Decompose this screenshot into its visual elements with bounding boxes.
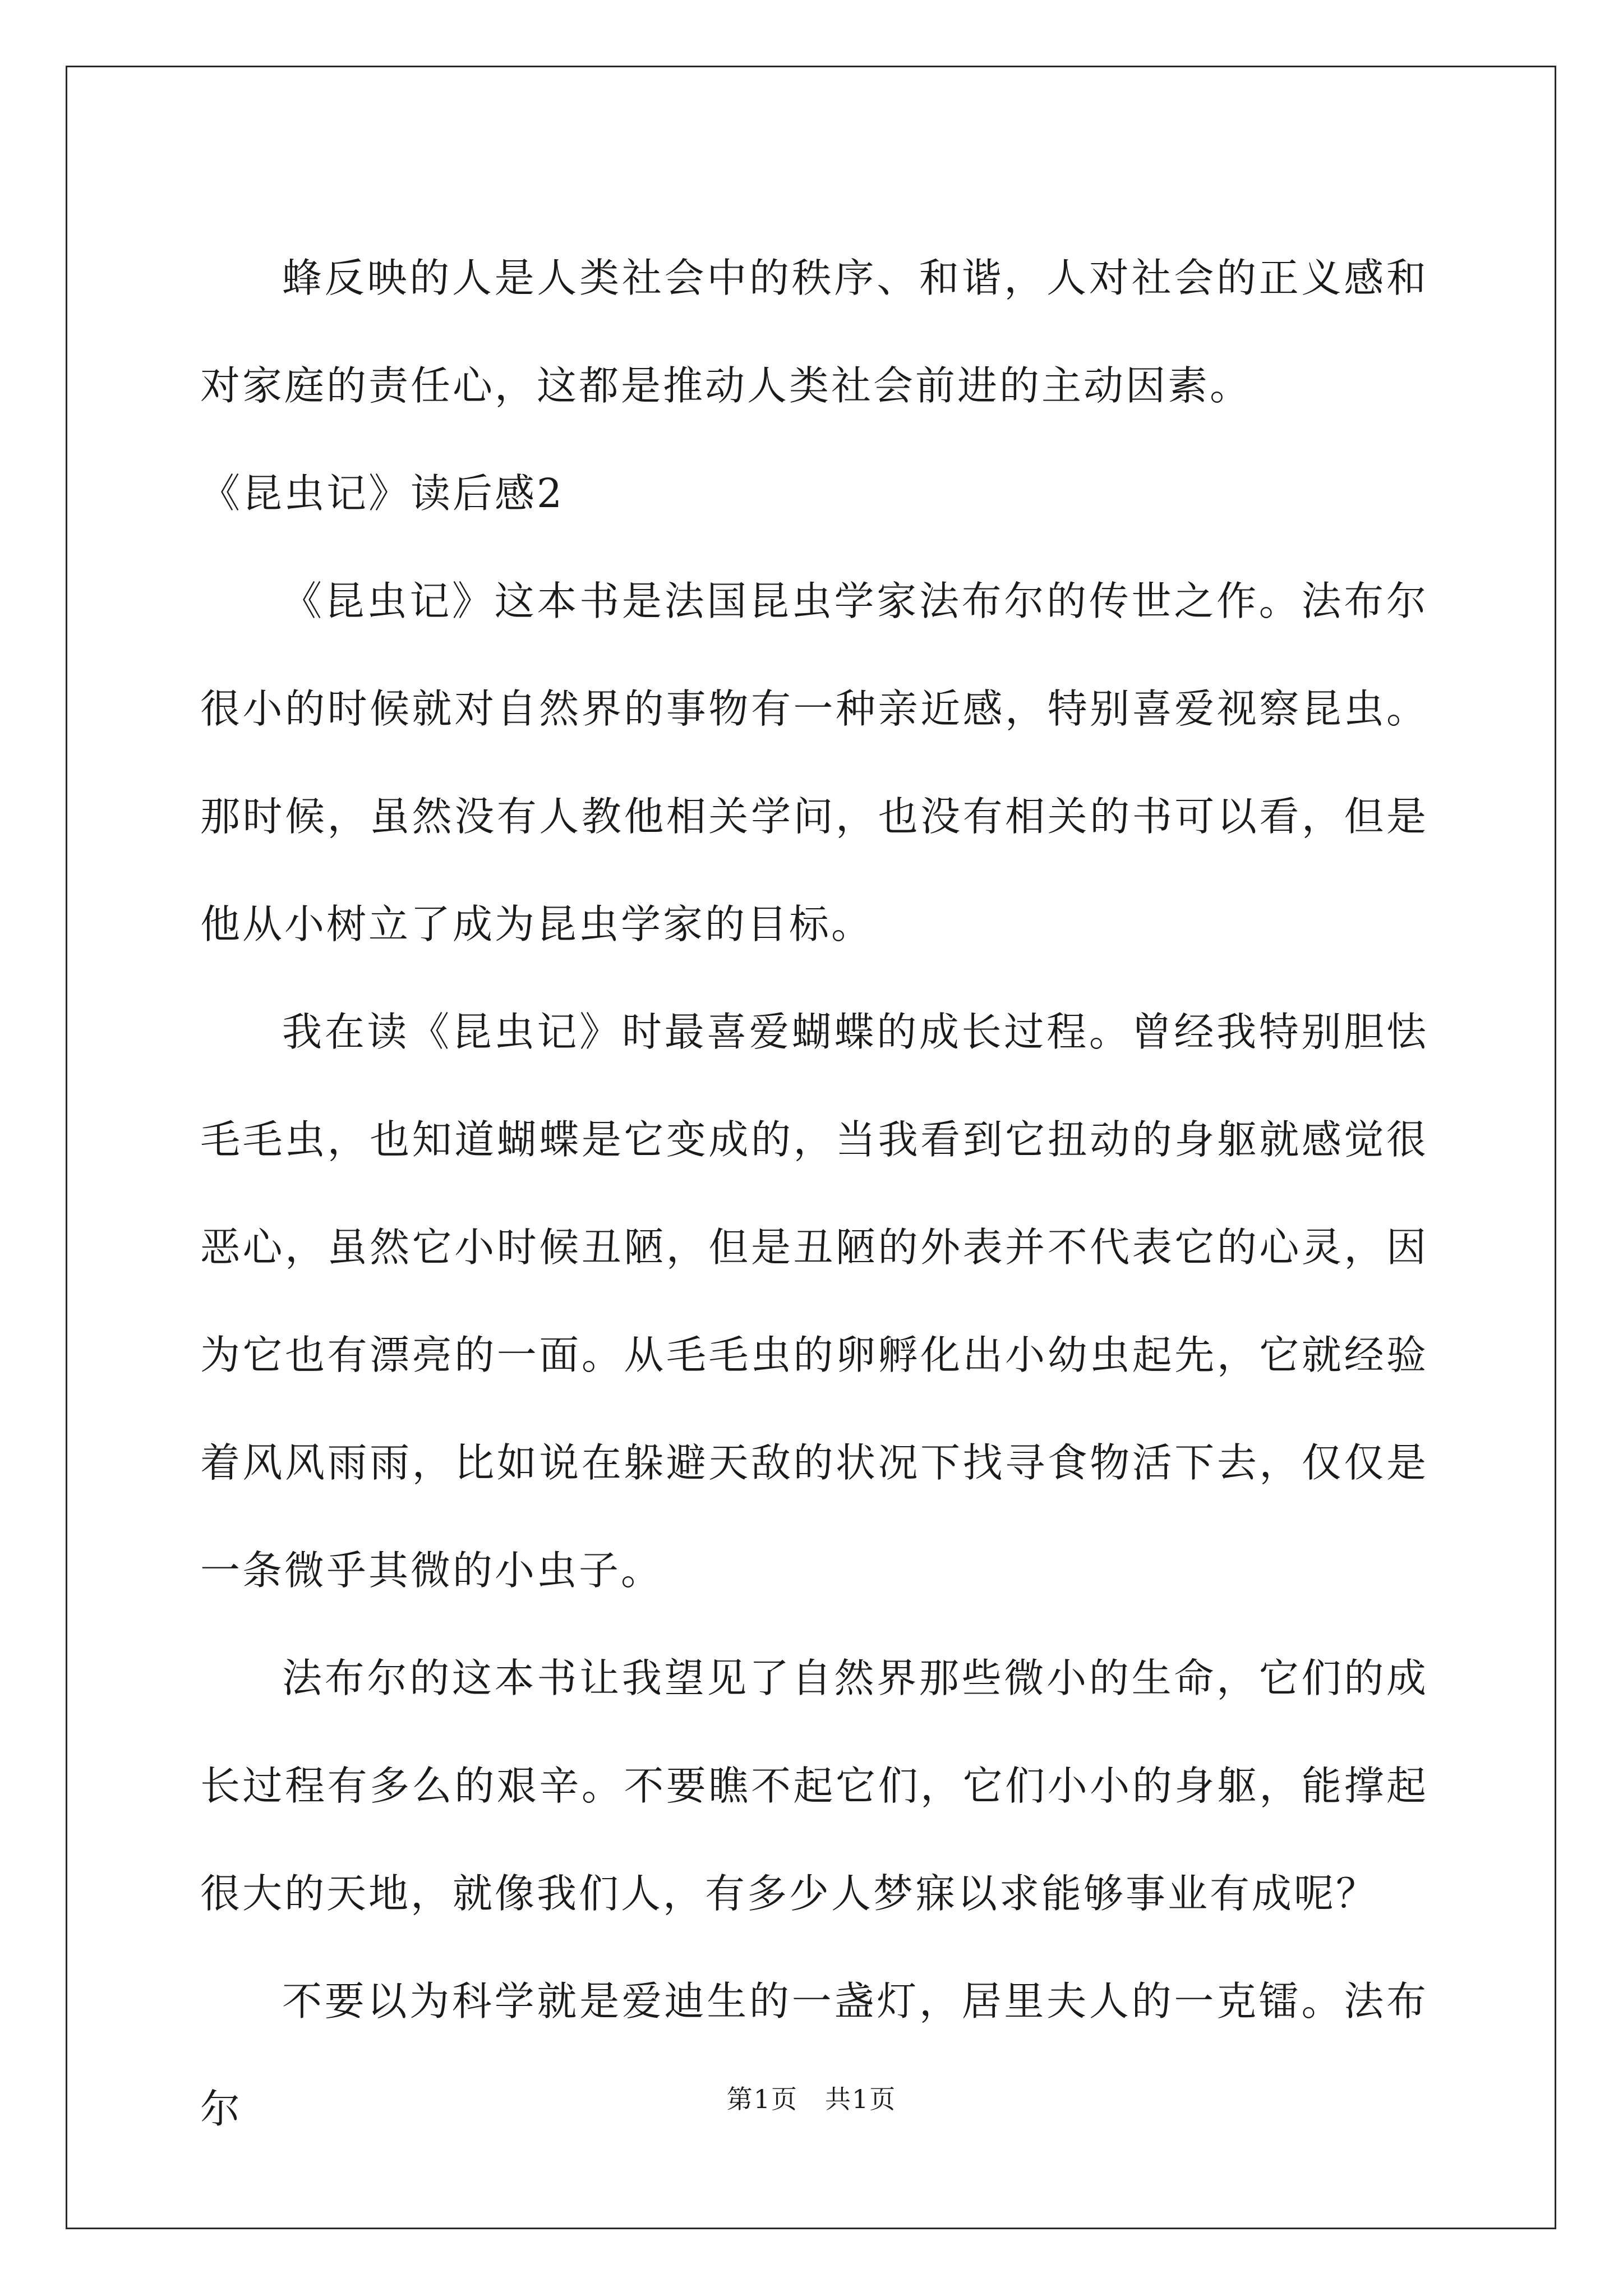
section-heading: 《昆虫记》读后感2 <box>200 470 565 517</box>
page-footer: 第1页 共1页 <box>726 2084 897 2114</box>
paragraph-1: 蜂反映的人是人类社会中的秩序、和谐，人对社会的正义感和对家庭的责任心，这都是推动人类社会前进的主动因素。 <box>200 255 1428 409</box>
paragraph-2: 《昆虫记》这本书是法国昆虫学家法布尔的传世之作。法布尔很小的时候就对自然界的事物有一种亲近感，特别喜爱视察昆虫。那时候，虽然没有人教他相关学问，也没有相关的书可以看，但是他从小树立了成为昆虫学家的目标。 <box>200 578 1428 947</box>
paragraph-3: 我在读《昆虫记》时最喜爱蝴蝶的成长过程。曾经我特别胆怯 毛毛虫，也知道蝴蝶是它变成的，当我看到它扭动的身躯就感觉很恶心，虽然它小时候丑陋，但是丑陋的外表并不代表它的心灵，因为它也有漂亮的一面。从毛毛虫的卵孵化出小幼虫起先，它就经验着风风雨雨，比如说在躲避天敌的状况下找寻食物活下去，仅仅是一条微乎其微的小虫子。 <box>200 1009 1428 1594</box>
paragraph-4: 法布尔的这本书让我望见了自然界那些微小的生命，它们的成长过程有多么的艰辛。不要瞧不起它们，它们小小的身躯，能撑起很大的天地，就像我们人，有多少人梦寐以求能够事业有成呢？ <box>200 1655 1428 1917</box>
document-body <box>200 224 1428 2163</box>
paragraph-5: 不要以为科学就是爱迪生的一盏灯，居里夫人的一克镭。法布尔 <box>200 1978 1428 2132</box>
